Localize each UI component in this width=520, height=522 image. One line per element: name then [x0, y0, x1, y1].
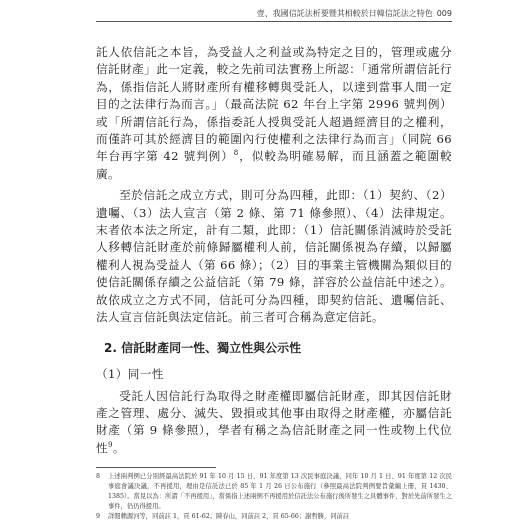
page-content	[96, 44, 452, 522]
header-rule	[96, 21, 452, 22]
footnote-mark: 8	[96, 473, 101, 481]
footnote-9	[96, 512, 452, 522]
footnote-ref-9[interactable]: 9	[108, 440, 113, 449]
footnote-text: 詳閱賴源河等，同前註 1，頁 61-62；陳春山，同前註 2，頁 65-66；謝哲勝，同前註	[108, 513, 350, 521]
running-header	[96, 8, 452, 19]
paragraph-formation: 至於信託之成立方式，則可分為四種，此即：（1）契約、（2）遺囑、（3）法人宣言（第 2 條、第 71 條參照）、（4）法律規定。末者依本法之所定，計有二類，此即：（1）信託關係消滅時於受託人移轉信託財產於前條歸屬權利人前，信託關係視為存續，以歸屬權利人視為受益人（第 66 條）；（2）目的事業主管機關為類似目的使信託關係存續之公益信託（第 79 條，詳容於公益信託中述之）。故依成立之方式不同，信託可分為四種，即契約信託、遺囑信託、法人宣言信託與法定信託。前三者可合稱為意定信託。	[96, 188, 452, 325]
footnote-ref-8[interactable]: 8	[233, 149, 239, 158]
footnote-text: 上述兩判例已分別經最高法院於 91 年 10 月 15 日、91 年度第 13 次民事庭決議，同年 10 月 1 日、91 年度第 12 次民事庭會議決議，不再援用，理由是信託法已於 85 年 1 月 26 日公布施行（參照最高法院判例要旨彙編上冊，頁 1430、1385）。當見以為：所謂「不再援用」，當係指上述兩例不再援用於信託法公布施行後所發生之具體事件，對於先前所發生之事件，仍仍得援用。	[108, 473, 452, 511]
section-heading: 2. 信託財產同一性、獨立性與公示性	[104, 340, 302, 355]
page-number: 009	[436, 9, 452, 18]
footnote-8	[96, 472, 452, 512]
subsection-heading: （1）同一性	[96, 366, 164, 381]
footnote-rule	[96, 467, 216, 468]
header-title: 壹、我國信託法析要暨其相較於日韓信託法之特色	[256, 9, 433, 18]
footnote-mark: 9	[96, 513, 101, 521]
paragraph-identity: 受託人因信託行為取得之財產權即屬信託財產，即其因信託財產之管理、處分、滅失、毀損或其他事由取得之財產權，亦屬信託財產（第 9 條參照），學者有稱之為信託財產之同一性或物上代位性$^9$。	[96, 388, 452, 455]
paragraph-definition: 託人依信託之本旨，為受益人之利益或為特定之目的，管理或處分信託財產」此一定義，較之先前司法實務上所認：「通常所謂信託行為，係指信託人將財產所有權移轉與受託人，以達到當事人間一定目的之法律行為而言。」（最高法院 62 年台上字第 2996 號判例）或「所謂信託行為，係指委託人授與受託人超過經濟目的之權利，而僅許可其於經濟目的範圍內行使權利之法律行為而言」（同院 66 年台再字第 42 號判例）$^8$，似較為明確易解，而且涵蓋之範圍較廣。	[96, 45, 452, 181]
